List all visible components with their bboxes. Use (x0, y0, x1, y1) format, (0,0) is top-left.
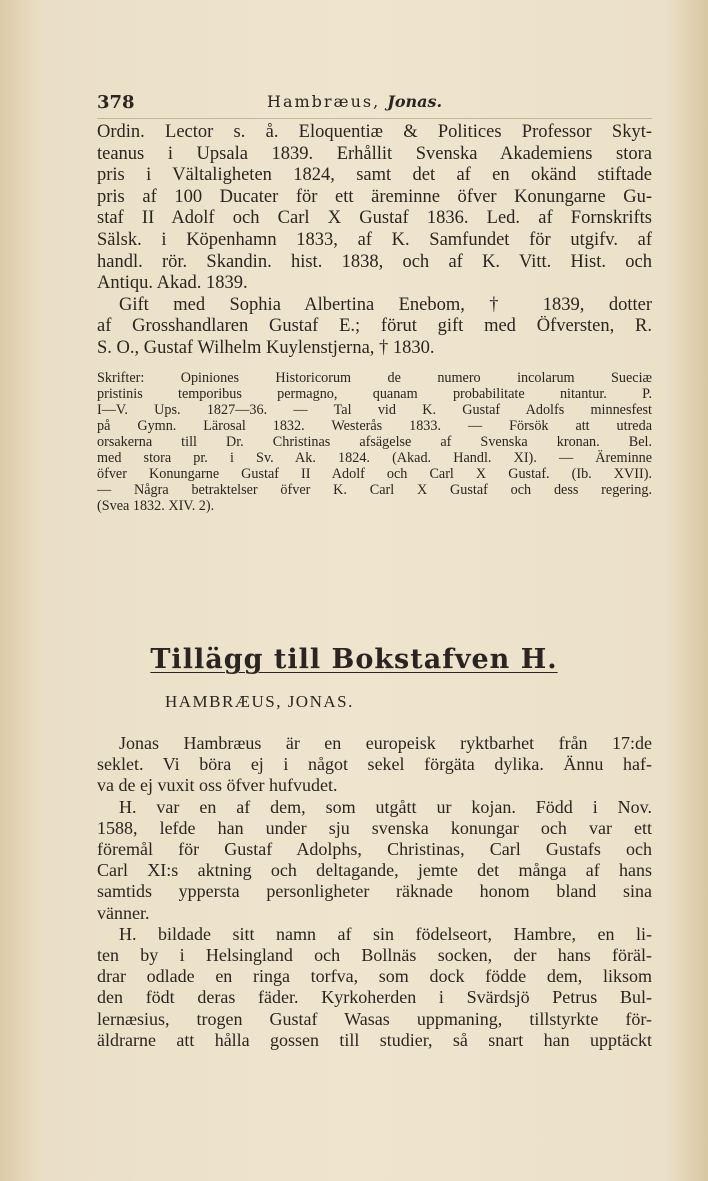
text-line: H. bildade sitt namn af sin födelseort, Hambre, en li- (119, 923, 652, 944)
text-line: pris af 100 Ducater för ett äreminne öfver Konungarne Gu- (97, 186, 652, 207)
text-line: med stora pr. i Sv. Ak. 1824. (Akad. Handl. XI). — Äreminne (97, 450, 652, 466)
text-line: Jonas Hambræus är en europeisk ryktbarhet från 17:de (119, 733, 652, 753)
running-head-surname: Hambræus, (267, 92, 381, 111)
article-body (97, 733, 652, 1051)
page-header (97, 92, 652, 116)
text-line: föremål för Gustaf Adolphs, Christinas, Carl Gustafs och (97, 839, 652, 860)
text-line: handl. rör. Skandin. hist. 1838, och af K. Vitt. Hist. och (97, 251, 652, 272)
text-line: drar odlade en ringa torfva, som dock födde dem, liksom (97, 966, 652, 987)
text-line: pris i Vältaligheten 1824, samt det af en okänd stiftade (97, 165, 652, 186)
text-line: Gift med Sophia Albertina Enebom, † 1839, dotter (119, 294, 652, 315)
text-line: va de ej vuxit oss öfver hufvudet. (97, 775, 338, 796)
text-line: S. O., Gustaf Wilhelm Kuylenstjerna, † 1830. (97, 337, 435, 358)
text-line: lernæsius, trogen Gustaf Wasas uppmaning, tillstyrkte för- (97, 1008, 652, 1029)
text-line: pristinis temporibus permagno, quanam probabilitate nitantur. P. (97, 386, 652, 402)
text-line: Carl XI:s aktning och deltagande, jemte det många af hans (97, 860, 652, 881)
text-line: Skrifter: Opiniones Historicorum de numero incolarum Sueciæ (97, 370, 652, 386)
text-line: Antiqu. Akad. 1839. (97, 273, 248, 294)
text-line: Ordin. Lector s. å. Eloquentiæ & Politices Professor Skyt- (97, 122, 652, 142)
header-rule (97, 118, 652, 119)
text-line: Sälsk. i Köpenhamn 1833, af K. Samfundet för utgifv. af (97, 229, 652, 250)
text-line: den födt deras fäder. Kyrkoherden i Svärdsjö Petrus Bul- (97, 987, 652, 1008)
text-line: samtids yppersta personligheter räknade honom bland sina (97, 881, 652, 902)
text-line: I—V. Ups. 1827—36. — Tal vid K. Gustaf Adolfs minnesfest (97, 402, 652, 418)
section-subheading: HAMBRÆUS, JONAS. (165, 692, 354, 711)
page-number: 378 (97, 92, 135, 113)
writings-list (97, 370, 652, 514)
text-line: — Några betraktelser öfver K. Carl X Gustaf och dess regering. (97, 482, 652, 498)
text-line: seklet. Vi böra ej i något sekel förgäta dylika. Ännu haf- (97, 754, 652, 775)
biography-entry (97, 122, 652, 360)
text-line: teanus i Upsala 1839. Erhållit Svenska Akademiens stora (97, 143, 652, 164)
text-line: H. var en af dem, som utgått ur kojan. Född i Nov. (119, 796, 652, 817)
text-line: 1588, lefde han under sju svenska konungar och var ett (97, 817, 652, 838)
section-title: Tillägg till Bokstafven H. (150, 644, 558, 675)
text-line: ten by i Helsingland och Bollnäs socken, der hans föräl- (97, 945, 652, 966)
text-line: vänner. (97, 902, 150, 923)
text-line: (Svea 1832. XIV. 2). (97, 498, 215, 514)
running-head-given-name: Jonas. (387, 92, 443, 111)
text-line: af Grosshandlaren Gustaf E.; förut gift med Öfversten, R. (97, 316, 652, 337)
text-line: på Gymn. Lärosal 1832. Westerås 1833. — Försök att utreda (97, 418, 652, 434)
text-line: orsakerna till Dr. Christinas afsägelse af Svenska kronan. Bel. (97, 434, 652, 450)
running-head (267, 92, 442, 111)
text-line: staf II Adolf och Carl X Gustaf 1836. Led. af Fornskrifts (97, 208, 652, 229)
text-line: öfver Konungarne Gustaf II Adolf och Carl X Gustaf. (Ib. XVII). (97, 466, 652, 482)
text-line: äldrarne att hålla gossen till studier, så snart han upptäckt (97, 1029, 652, 1050)
